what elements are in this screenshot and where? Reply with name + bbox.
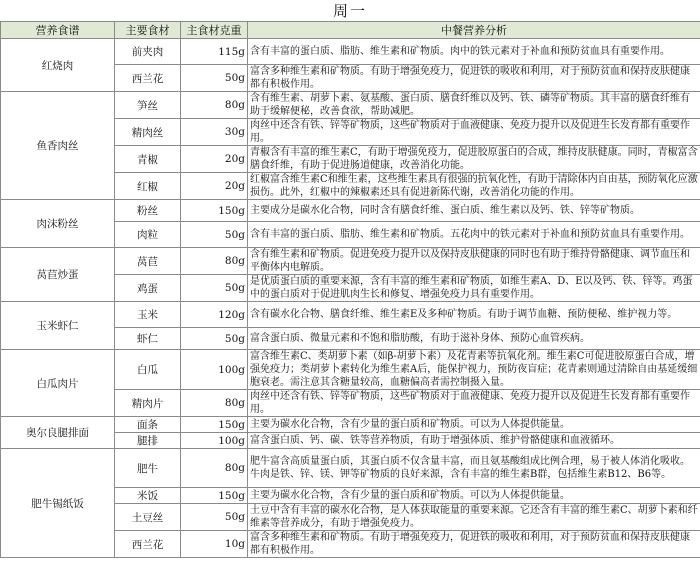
ingredient-weight: 150g: [181, 417, 248, 433]
dish-name: 肉沫粉丝: [1, 200, 115, 248]
nutrition-analysis: 含有丰富的蛋白质、脂肪、维生素和矿物质。五花肉中的铁元素对于补血和预防贫血具有重要作用。: [248, 222, 700, 248]
ingredient-weight: 120g: [181, 302, 248, 328]
table-row: [1, 350, 700, 390]
dish-name: 莴苣炒蛋: [1, 248, 115, 302]
nutrition-analysis: 土豆中含有丰富的碳水化合物，是人体获取能量的重要来源。它还含有丰富的维生素C、胡萝卜素和纤维素等营养成分，有助于增强免疫力。: [248, 504, 700, 531]
nutrition-analysis: 红椒富含维生素C和维生素，这些维生素具有很强的抗氧化性，有助于清除体内自由基，预防氧化应激损伤。此外，红椒中的辣椒素还具有促进新陈代谢，改善消化功能的作用。: [248, 173, 700, 200]
dish-name: 玉米虾仁: [1, 302, 115, 350]
ingredient-weight: 100g: [181, 433, 248, 449]
ingredient-weight: 50g: [181, 328, 248, 350]
nutrition-analysis: 含有维生素、胡萝卜素、氨基酸、蛋白质、膳食纤维以及钙、铁、磷等矿物质。其丰富的膳食纤维有助于缓解便秘，改善食欲，帮助减肥。: [248, 92, 700, 119]
nutrition-analysis: 富含多种维生素和矿物质。有助于增强免疫力，促进铁的吸收和利用，对于预防贫血和保持皮肤健康都有积极作用。: [248, 65, 700, 92]
table-row: [1, 417, 700, 433]
ingredient-name: 虾仁: [115, 328, 181, 350]
ingredient-name: 红椒: [115, 173, 181, 200]
nutrition-analysis: 含有丰富的蛋白质、脂肪、维生素和矿物质。肉中的铁元素对于补血和预防贫血具有重要作用。: [248, 39, 700, 65]
table-row: [1, 39, 700, 65]
nutrition-analysis: 含有碳水化合物、膳食纤维、维生素E及多种矿物质。有助于调节血糖、预防便秘、维护视力等。: [248, 302, 700, 328]
table-row: [1, 449, 700, 488]
dish-name: 鱼香肉丝: [1, 92, 115, 200]
ingredient-name: 玉米: [115, 302, 181, 328]
nutrition-analysis: 主要成分是碳水化合物，同时含有膳食纤维、蛋白质、维生素以及钙、铁、锌等矿物质。: [248, 200, 700, 222]
ingredient-name: 精肉丝: [115, 119, 181, 146]
table-header-row: [1, 22, 700, 39]
ingredient-weight: 20g: [181, 146, 248, 173]
header-recipe: 营养食谱: [1, 22, 115, 39]
nutrition-analysis: 肥牛富含高质量蛋白质，其蛋白质不仅含量丰富，而且氨基酸组成比例合理，易于被人体消化吸收。牛肉是铁、锌、镁、钾等矿物质的良好来源，含有丰富的维生素B群，包括维生素B12、B6等。: [248, 449, 700, 488]
nutrition-analysis: 富含维生素C、类胡萝卜素（如β-胡萝卜素）及花青素等抗氧化剂。维生素C可促进胶原蛋白合成，增强免疫力；类胡萝卜素转化为维生素A后，能保护视力，预防夜盲症；花青素则通过清除自由基延缓细胞衰老。需注意其含糖量较高，血糖偏高者需控制摄入量。: [248, 350, 700, 390]
nutrition-analysis: 富含多种维生素和矿物质。有助于增强免疫力，促进铁的吸收和利用，对于预防贫血和保持皮肤健康都有积极作用。: [248, 531, 700, 558]
ingredient-weight: 50g: [181, 65, 248, 92]
ingredient-weight: 150g: [181, 200, 248, 222]
ingredient-name: 白瓜: [115, 350, 181, 390]
ingredient-weight: 50g: [181, 275, 248, 302]
nutrition-analysis: 肉丝中还含有铁、锌等矿物质，这些矿物质对于血液健康、免疫力提升以及促进生长发育都有重要作用。: [248, 390, 700, 417]
table-row: [1, 200, 700, 222]
nutrition-analysis: 含有维生素和矿物质。促进免疫力提升以及保持皮肤健康的同时也有助于维持骨骼健康、调节血压和平衡体内电解质。: [248, 248, 700, 275]
ingredient-name: 肥牛: [115, 449, 181, 488]
ingredient-weight: 80g: [181, 449, 248, 488]
ingredient-name: 前夹肉: [115, 39, 181, 65]
nutrition-analysis: 是优质蛋白质的重要来源，含有丰富的维生素和矿物质，如维生素A、D、E以及钙、铁、锌等。鸡蛋中的蛋白质对于促进肌肉生长和修复、增强免疫力具有重要作用。: [248, 275, 700, 302]
nutrition-analysis: 主要为碳水化合物，含有少量的蛋白质和矿物质。可以为人体提供能量。: [248, 417, 700, 433]
table-row: [1, 92, 700, 119]
ingredient-name: 米饭: [115, 488, 181, 504]
ingredient-weight: 80g: [181, 390, 248, 417]
ingredient-name: 腿排: [115, 433, 181, 449]
ingredient-name: 鸡蛋: [115, 275, 181, 302]
ingredient-name: 莴苣: [115, 248, 181, 275]
dish-name: 肥牛锡纸饭: [1, 449, 115, 558]
table-row: [1, 248, 700, 275]
nutrition-analysis: 富含蛋白质、微量元素和不饱和脂肪酸，有助于滋补身体、预防心血管疾病。: [248, 328, 700, 350]
ingredient-name: 笋丝: [115, 92, 181, 119]
nutrition-analysis: 肉丝中还含有铁、锌等矿物质，这些矿物质对于血液健康、免疫力提升以及促进生长发育都有重要作用。: [248, 119, 700, 146]
ingredient-weight: 10g: [181, 531, 248, 558]
ingredient-name: 土豆丝: [115, 504, 181, 531]
ingredient-weight: 50g: [181, 222, 248, 248]
table-body: [1, 39, 700, 558]
ingredient-name: 精肉片: [115, 390, 181, 417]
ingredient-weight: 100g: [181, 350, 248, 390]
ingredient-weight: 30g: [181, 119, 248, 146]
ingredient-weight: 115g: [181, 39, 248, 65]
ingredient-weight: 80g: [181, 92, 248, 119]
dish-name: 红烧肉: [1, 39, 115, 92]
ingredient-weight: 150g: [181, 488, 248, 504]
ingredient-weight: 80g: [181, 248, 248, 275]
ingredient-name: 肉粒: [115, 222, 181, 248]
header-ingredient: 主要食材: [115, 22, 181, 39]
header-weight: 主食材克重: [181, 22, 248, 39]
header-analysis: 中餐营养分析: [248, 22, 700, 39]
dish-name: 奥尔良腿排面: [1, 417, 115, 449]
dish-name: 白瓜肉片: [1, 350, 115, 417]
ingredient-weight: 50g: [181, 504, 248, 531]
nutrition-table: [0, 21, 700, 558]
ingredient-name: 面条: [115, 417, 181, 433]
nutrition-analysis: 青椒含有丰富的维生素C，有助于增强免疫力，促进胶原蛋白的合成，维持皮肤健康。同时，青椒富含膳食纤维，有助于促进肠道健康，改善消化功能。: [248, 146, 700, 173]
page-title: 周一: [332, 2, 367, 20]
nutrition-analysis: 主要为碳水化合物，含有少量的蛋白质和矿物质。可以为人体提供能量。: [248, 488, 700, 504]
ingredient-name: 青椒: [115, 146, 181, 173]
table-row: [1, 302, 700, 328]
nutrition-analysis: 富含蛋白质、钙、碳、铁等营养物质，有助于增强体质、维护骨骼健康和血液循环。: [248, 433, 700, 449]
ingredient-name: 粉丝: [115, 200, 181, 222]
ingredient-weight: 20g: [181, 173, 248, 200]
ingredient-name: 西兰花: [115, 531, 181, 558]
ingredient-name: 西兰花: [115, 65, 181, 92]
